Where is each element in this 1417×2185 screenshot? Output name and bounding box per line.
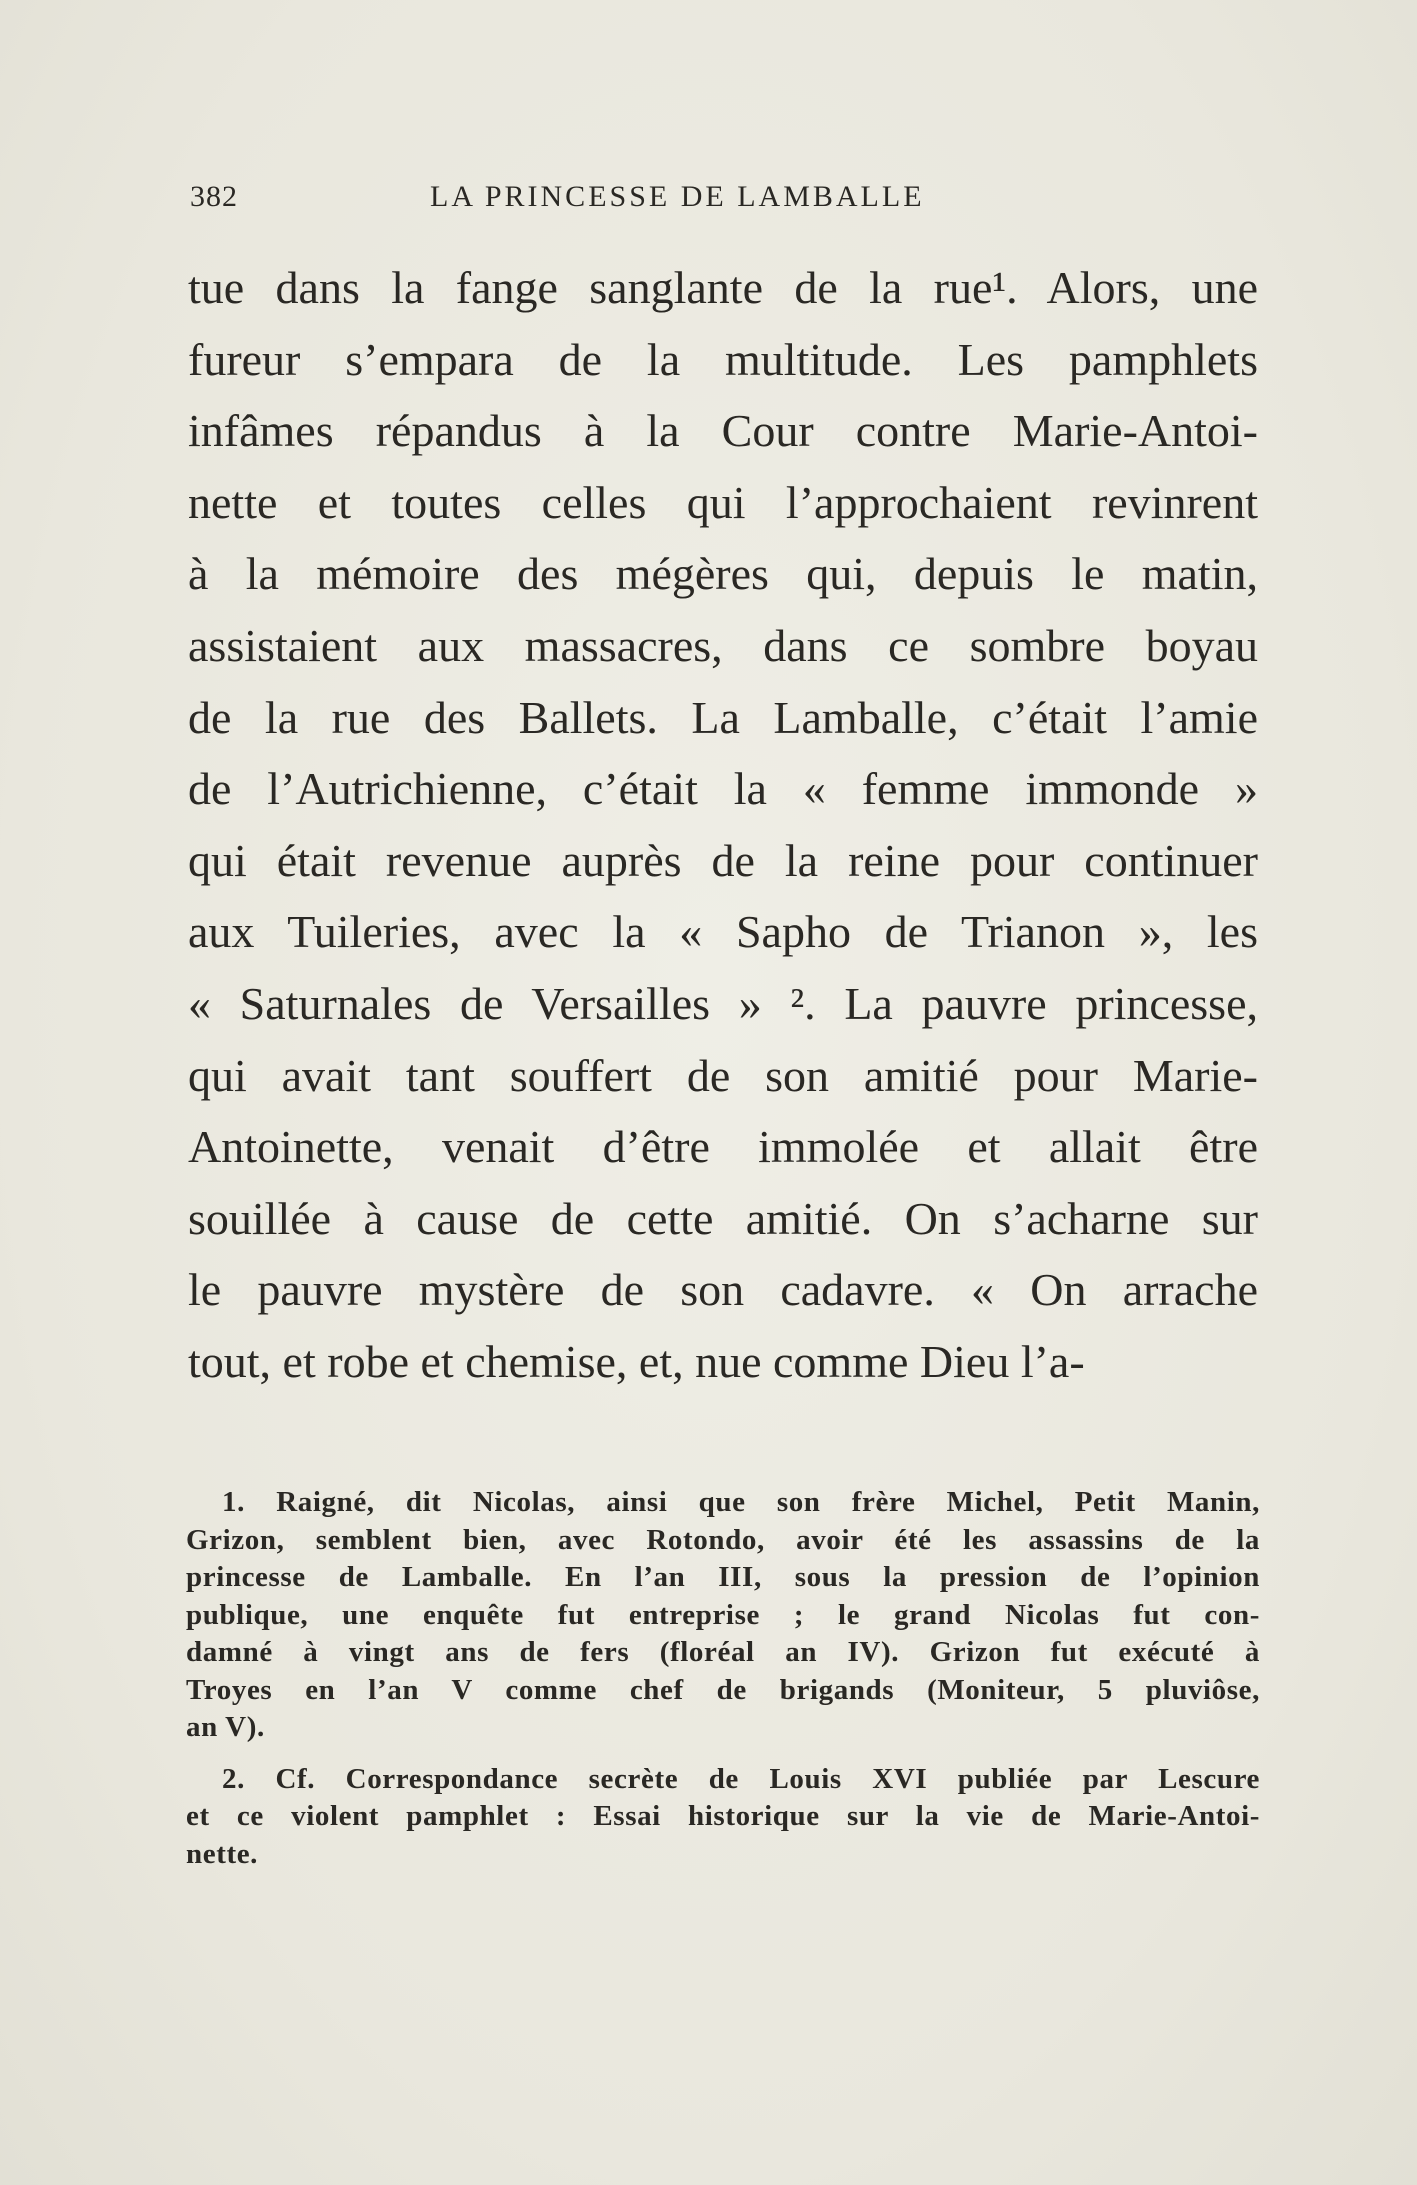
- footnote-1-line: publique, une enquête fut entreprise ; le grand Nicolas fut con-: [186, 1598, 1260, 1631]
- footnotes: [186, 1484, 1260, 1873]
- body-line: infâmes répandus à la Cour contre Marie-Antoi-: [188, 405, 1258, 457]
- footnote-1-line: Grizon, semblent bien, avec Rotondo, avoir été les assassins de la: [186, 1523, 1260, 1556]
- body-line: fureur s’empara de la multitude. Les pamphlets: [188, 333, 1258, 385]
- footnote-1-line: damné à vingt ans de fers (floréal an IV). Grizon fut exécuté à: [186, 1636, 1260, 1668]
- footnote-1-line: Troyes en l’an V comme chef de brigands (Moniteur, 5 pluviôse,: [186, 1673, 1260, 1706]
- body-line: tue dans la fange sanglante de la rue¹. Alors, une: [188, 262, 1258, 313]
- body-line: de la rue des Ballets. La Lamballe, c’était l’amie: [188, 691, 1258, 743]
- body-line: de l’Autrichienne, c’était la « femme immonde »: [188, 763, 1258, 815]
- body-text: [188, 252, 1258, 1398]
- body-line: souillée à cause de cette amitié. On s’acharne sur: [188, 1192, 1258, 1244]
- running-title: LA PRINCESSE DE LAMBALLE: [430, 180, 925, 213]
- footnote-1-line: 1. Raigné, dit Nicolas, ainsi que son frère Michel, Petit Manin,: [222, 1486, 1260, 1518]
- footnote-1-line: an V).: [186, 1711, 265, 1743]
- page-number: 382: [190, 180, 238, 213]
- body-line: à la mémoire des mégères qui, depuis le matin,: [188, 548, 1258, 600]
- body-line: nette et toutes celles qui l’approchaient revinrent: [188, 476, 1258, 528]
- body-line: qui était revenue auprès de la reine pour continuer: [188, 834, 1258, 886]
- body-line: aux Tuileries, avec la « Sapho de Trianon », les: [188, 906, 1258, 958]
- body-line: qui avait tant souffert de son amitié pour Marie-: [188, 1049, 1258, 1101]
- body-line: Antoinette, venait d’être immolée et allait être: [188, 1121, 1258, 1173]
- footnote-2-line: 2. Cf. Correspondance secrète de Louis XVI publiée par Lescure: [222, 1762, 1260, 1795]
- body-line: tout, et robe et chemise, et, nue comme Dieu l’a-: [188, 1335, 1085, 1387]
- footnote-2-line: nette.: [186, 1837, 259, 1870]
- body-line: « Saturnales de Versailles » ². La pauvre princesse,: [188, 977, 1258, 1029]
- page-header: [190, 180, 1030, 224]
- body-line: assistaient aux massacres, dans ce sombre boyau: [188, 619, 1258, 671]
- footnote-1-line: princesse de Lamballe. En l’an III, sous la pression de l’opinion: [186, 1561, 1260, 1593]
- footnote-2-line: et ce violent pamphlet : Essai historique sur la vie de Marie-Antoi-: [186, 1800, 1260, 1832]
- body-line: le pauvre mystère de son cadavre. « On arrache: [188, 1264, 1258, 1316]
